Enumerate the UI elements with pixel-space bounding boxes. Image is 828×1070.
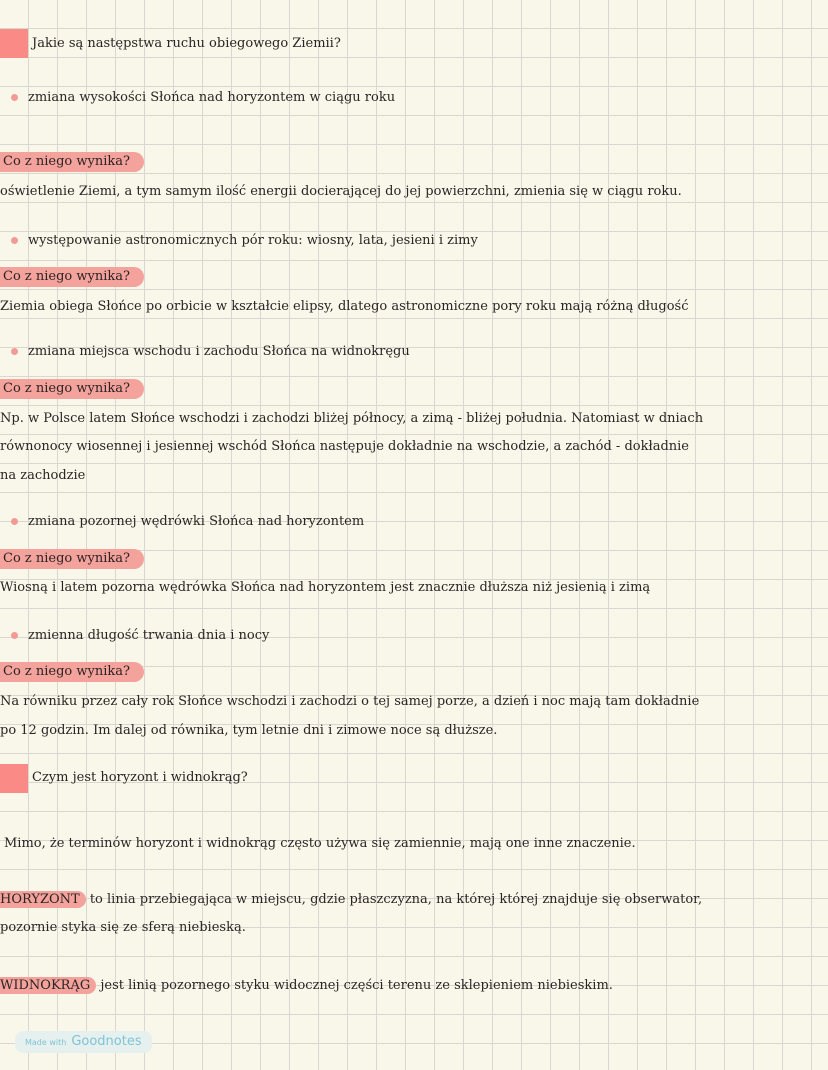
widnokrag-term: WIDNOKRĄG — [0, 977, 96, 994]
heading-marker — [0, 29, 28, 58]
watermark-brand: Goodnotes — [71, 1034, 142, 1049]
result-text: na zachodzie — [0, 468, 86, 483]
bullet-item — [0, 231, 478, 251]
result-text: po 12 godzin. Im dalej od równika, tym letnie dni i zimowe noce są dłuższe. — [0, 723, 498, 738]
bullet-icon — [11, 632, 18, 639]
result-text: Wiosną i latem pozorna wędrówka Słońca nad horyzontem jest znacznie dłuższa niż jesienią i zimą — [0, 580, 651, 595]
bullet-text: zmienna długość trwania dnia i nocy — [28, 628, 270, 643]
bullet-text: zmiana wysokości Słońca nad horyzontem w ciągu roku — [28, 90, 396, 105]
result-text: Np. w Polsce latem Słońce wschodzi i zachodzi bliżej północy, a zimą - bliżej południa. Natomiast w dniach — [0, 411, 704, 426]
result-label: Co z niego wynika? — [0, 662, 144, 682]
bullet-text: zmiana pozornej wędrówki Słońca nad horyzontem — [28, 514, 365, 529]
result-text: oświetlenie Ziemi, a tym samym ilość energii docierającej do jej powierzchni, zmienia się w ciągu roku. — [0, 184, 682, 199]
horyzont-def-cont: pozornie styka się ze sferą niebieską. — [0, 920, 246, 935]
bullet-icon — [11, 94, 18, 101]
bullet-icon — [11, 518, 18, 525]
horyzont-def: to linia przebiegająca w miejscu, gdzie płaszczyzna, na której której znajduje się obserwator, — [85, 892, 703, 907]
intro-text: Mimo, że terminów horyzont i widnokrąg często używa się zamiennie, mają one inne znaczenie. — [4, 836, 636, 851]
bullet-icon — [11, 237, 18, 244]
bullet-item — [0, 626, 269, 646]
bullet-item — [0, 88, 395, 108]
result-text: równonocy wiosennej i jesiennej wschód Słońca następuje dokładnie na wschodzie, a zachód - dokładnie — [0, 439, 689, 454]
result-label: Co z niego wynika? — [0, 379, 144, 399]
result-label: Co z niego wynika? — [0, 549, 144, 569]
heading-1: Jakie są następstwa ruchu obiegowego Ziemii? — [32, 36, 341, 51]
bullet-text: występowanie astronomicznych pór roku: wiosny, lata, jesieni i zimy — [28, 233, 478, 248]
bullet-item — [0, 342, 410, 362]
widnokrag-definition — [0, 976, 613, 996]
bullet-text: zmiana miejsca wschodu i zachodu Słońca na widnokręgu — [28, 344, 410, 359]
goodnotes-watermark — [15, 1031, 152, 1053]
bullet-item — [0, 512, 364, 532]
horyzont-term: HORYZONT — [0, 891, 86, 908]
heading-2: Czym jest horyzont i widnokrąg? — [32, 770, 248, 785]
result-text: Na równiku przez cały rok Słońce wschodzi i zachodzi o tej samej porze, a dzień i noc mają tam dokładnie — [0, 694, 700, 709]
widnokrag-def: jest linią pozornego styku widocznej części terenu ze sklepieniem niebieskim. — [96, 978, 613, 993]
watermark-prefix: Made with — [25, 1038, 67, 1047]
horyzont-definition — [0, 890, 702, 910]
heading-marker — [0, 764, 28, 793]
bullet-icon — [11, 348, 18, 355]
result-label: Co z niego wynika? — [0, 152, 144, 172]
result-label: Co z niego wynika? — [0, 267, 144, 287]
result-text: Ziemia obiega Słońce po orbicie w kształcie elipsy, dlatego astronomiczne pory roku mają różną długość — [0, 299, 689, 314]
